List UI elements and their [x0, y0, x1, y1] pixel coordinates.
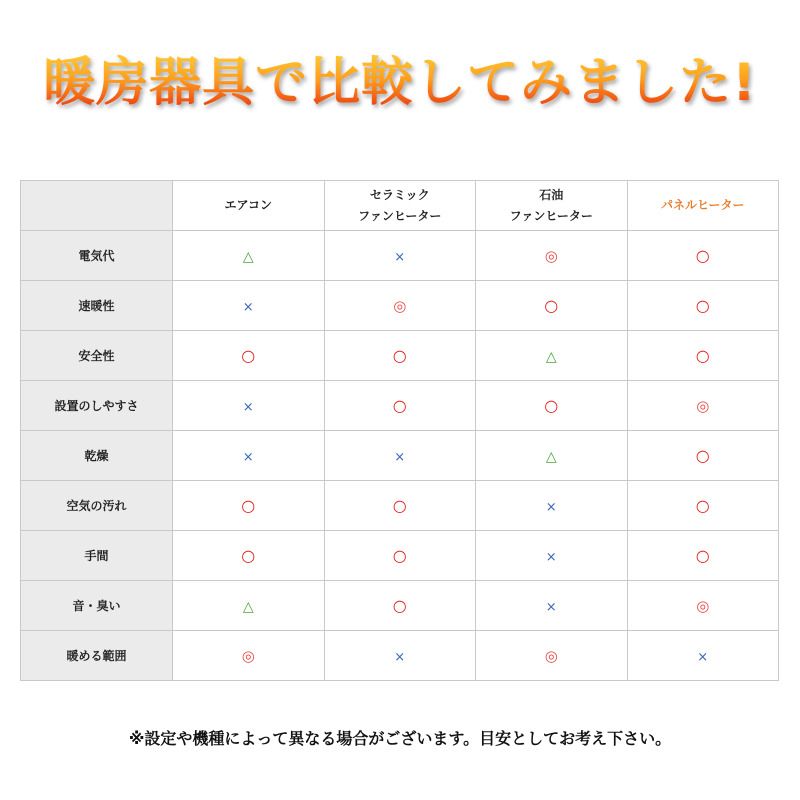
rating-cell [173, 481, 325, 531]
rating-cell [173, 631, 325, 681]
rating-cell [324, 581, 476, 631]
row-label: 手間 [21, 531, 173, 581]
circle-mark: ○ [695, 346, 710, 365]
rating-cell [324, 381, 476, 431]
circle-mark: ○ [241, 546, 256, 565]
rating-cell [324, 331, 476, 381]
cross-mark: × [242, 450, 254, 465]
double-circle-mark: ◎ [696, 597, 710, 615]
disclaimer-note: ※設定や機種によって異なる場合がございます。目安としてお考え下さい。 [128, 729, 672, 748]
double-circle-mark: ◎ [241, 647, 255, 665]
page-title: 暖房器具で比較してみました! [0, 48, 800, 118]
rating-cell [627, 531, 779, 581]
header-label-line1: セラミック [369, 187, 430, 202]
circle-mark: ○ [392, 596, 407, 615]
rating-cell [627, 281, 779, 331]
rating-cell [476, 431, 628, 481]
header-label-line2: ファンヒーター [509, 208, 593, 223]
rating-cell [173, 281, 325, 331]
rating-cell [324, 631, 476, 681]
row-label: 速暖性 [21, 281, 173, 331]
rating-cell [173, 331, 325, 381]
rating-cell [627, 481, 779, 531]
circle-mark: ○ [392, 496, 407, 515]
row-label: 安全性 [21, 331, 173, 381]
header-label-line2: ファンヒーター [358, 208, 442, 223]
circle-mark: ○ [695, 246, 710, 265]
table-row [21, 581, 779, 631]
table-row [21, 381, 779, 431]
rating-cell [476, 231, 628, 281]
cross-mark: × [242, 300, 254, 315]
circle-mark: ○ [241, 496, 256, 515]
rating-cell [476, 481, 628, 531]
rating-cell [173, 581, 325, 631]
rating-cell [324, 281, 476, 331]
header-corner-cell [21, 181, 173, 231]
rating-cell [324, 231, 476, 281]
circle-mark: ○ [392, 396, 407, 415]
cross-mark: × [545, 500, 557, 515]
circle-mark: ○ [392, 346, 407, 365]
header-label-line1: 石油 [539, 187, 564, 202]
header-ceramic-fan-heater [324, 181, 476, 231]
table-row [21, 231, 779, 281]
cross-mark: × [394, 250, 406, 265]
rating-cell [324, 531, 476, 581]
row-label: 空気の汚れ [21, 481, 173, 531]
rating-cell [173, 231, 325, 281]
header-air-conditioner [173, 181, 325, 231]
row-label: 電気代 [21, 231, 173, 281]
rating-cell [627, 331, 779, 381]
comparison-table [20, 180, 779, 681]
rating-cell [173, 431, 325, 481]
rating-cell [324, 481, 476, 531]
double-circle-mark: ◎ [544, 247, 558, 265]
rating-cell [627, 381, 779, 431]
triangle-mark: △ [545, 349, 557, 365]
triangle-mark: △ [545, 449, 557, 465]
circle-mark: ○ [695, 446, 710, 465]
cross-mark: × [242, 400, 254, 415]
row-label: 設置のしやすさ [21, 381, 173, 431]
header-label: エアコン [224, 198, 272, 212]
triangle-mark: △ [242, 599, 254, 615]
rating-cell [173, 531, 325, 581]
header-label: パネルヒーター [660, 198, 745, 212]
rating-cell [476, 381, 628, 431]
row-label: 音・臭い [21, 581, 173, 631]
table-row [21, 331, 779, 381]
table-row [21, 531, 779, 581]
table-row [21, 631, 779, 681]
circle-mark: ○ [241, 346, 256, 365]
rating-cell [173, 381, 325, 431]
circle-mark: ○ [544, 296, 559, 315]
table-row [21, 281, 779, 331]
rating-cell [476, 531, 628, 581]
cross-mark: × [697, 650, 709, 665]
cross-mark: × [545, 600, 557, 615]
triangle-mark: △ [242, 249, 254, 265]
cross-mark: × [394, 450, 406, 465]
header-oil-fan-heater [476, 181, 628, 231]
rating-cell [476, 281, 628, 331]
rating-cell [324, 431, 476, 481]
header-panel-heater [627, 181, 779, 231]
rating-cell [476, 331, 628, 381]
rating-cell [476, 631, 628, 681]
circle-mark: ○ [695, 546, 710, 565]
cross-mark: × [545, 550, 557, 565]
rating-cell [627, 581, 779, 631]
circle-mark: ○ [392, 546, 407, 565]
table-row [21, 481, 779, 531]
rating-cell [627, 431, 779, 481]
row-label: 乾燥 [21, 431, 173, 481]
rating-cell [476, 581, 628, 631]
row-label: 暖める範囲 [21, 631, 173, 681]
table-row [21, 431, 779, 481]
double-circle-mark: ◎ [696, 397, 710, 415]
double-circle-mark: ◎ [393, 297, 407, 315]
double-circle-mark: ◎ [544, 647, 558, 665]
table-header-row [21, 181, 779, 231]
rating-cell [627, 231, 779, 281]
rating-cell [627, 631, 779, 681]
circle-mark: ○ [544, 396, 559, 415]
circle-mark: ○ [695, 296, 710, 315]
circle-mark: ○ [695, 496, 710, 515]
cross-mark: × [394, 650, 406, 665]
